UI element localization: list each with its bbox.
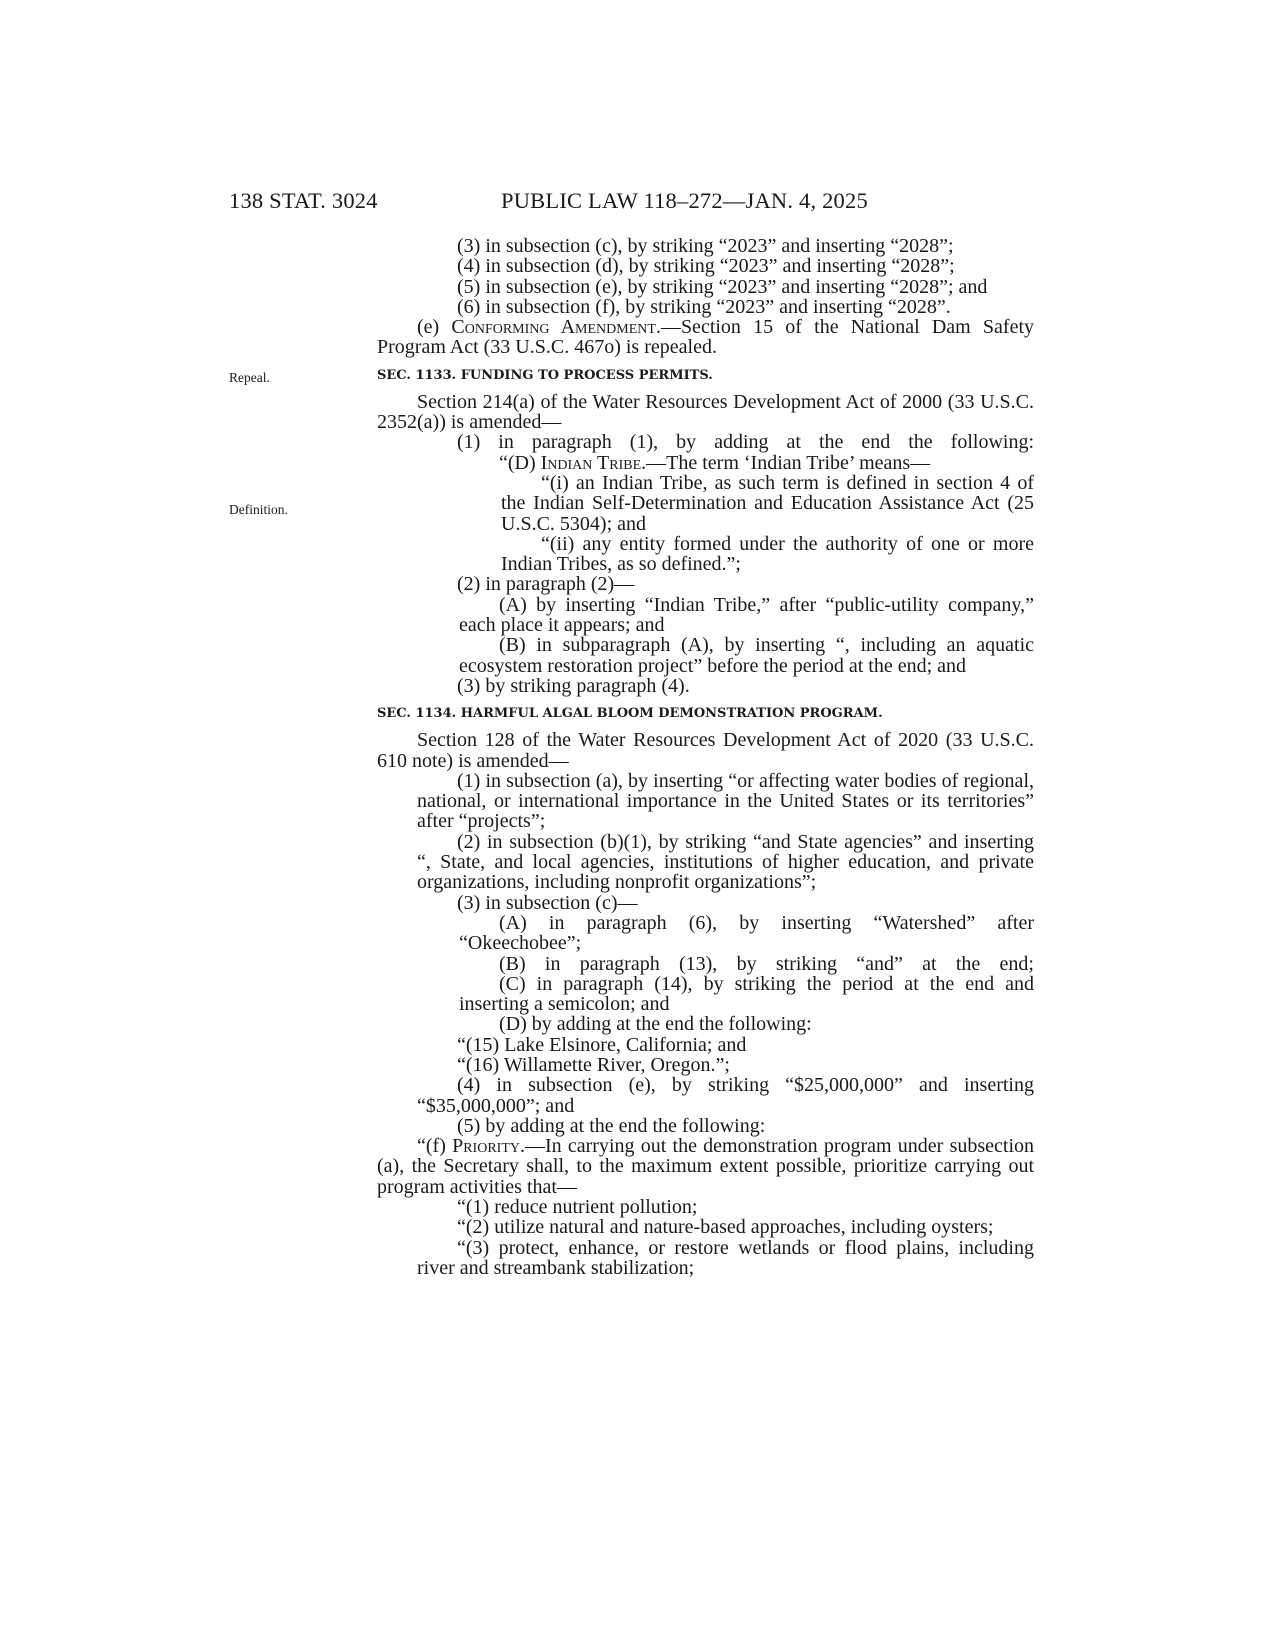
paragraph: (4) in subsection (d), by striking “2023” and inserting “2028”; — [457, 255, 955, 278]
paragraph: (A) by inserting “Indian Tribe,” after “public-utility company,” each place it appears; and — [459, 593, 1034, 637]
section-heading: SEC. 1133. FUNDING TO PROCESS PERMITS. — [377, 367, 713, 383]
paragraph: “(15) Lake Elsinore, California; and — [457, 1033, 747, 1056]
margin-note-definition: Definition. — [229, 502, 288, 517]
paragraph: (3) in subsection (c)— — [457, 891, 638, 914]
paragraph: “(1) reduce nutrient pollution; — [457, 1196, 698, 1219]
margin-note-repeal: Repeal. — [229, 370, 270, 385]
paragraph: (3) in subsection (c), by striking “2023” and inserting “2028”; — [457, 235, 954, 257]
paragraph: (A) in paragraph (6), by inserting “Watershed” after “Okeechobee”; — [459, 911, 1034, 955]
statute-page-number: 138 STAT. 3024 — [229, 188, 378, 213]
paragraph: “(3) protect, enhance, or restore wetlands or flood plains, including river and streambank stabilization; — [417, 1236, 1034, 1279]
paragraph: (B) in subparagraph (A), by inserting “, including an aquatic ecosystem restoration project” before the period at the end; and — [459, 634, 1034, 677]
paragraph: Section 128 of the Water Resources Development Act of 2020 (33 U.S.C. 610 note) is amended— — [377, 729, 1034, 772]
paragraph: (e) Conforming Amendment.—Section 15 of the National Dam Safety Program Act (33 U.S.C. 467o) is repealed. — [377, 316, 1034, 359]
paragraph: (6) in subsection (f), by striking “2023” and inserting “2028”. — [457, 295, 951, 318]
subsection-heading: Conforming Amendment — [451, 316, 656, 339]
paragraph: “(f) Priority.—In carrying out the demonstration program under subsection (a), the Secretary shall, to the maximum extent possible, prioritize carrying out program activities that— — [377, 1135, 1035, 1198]
paragraph: “(2) utilize natural and nature-based approaches, including oysters; — [457, 1216, 994, 1239]
subsection-heading: Priority — [452, 1135, 520, 1158]
paragraph: (D) by adding at the end the following: — [499, 1013, 812, 1036]
public-law-title: PUBLIC LAW 118–272—JAN. 4, 2025 — [501, 188, 868, 213]
paragraph: (5) by adding at the end the following: — [457, 1114, 766, 1137]
paragraph: “(D) Indian Tribe.—The term ‘Indian Tribe’ means— — [499, 451, 931, 474]
document-body — [377, 236, 1034, 1278]
paragraph: “(i) an Indian Tribe, as such term is defined in section 4 of the Indian Self-Determination and Education Assistance Act (25 U.S.C. 5304); and — [501, 471, 1034, 535]
paragraph: (4) in subsection (e), by striking “$25,000,000” and inserting “$35,000,000”; and — [417, 1074, 1034, 1117]
paragraph: (2) in paragraph (2)— — [457, 573, 635, 596]
page-header — [0, 188, 1275, 218]
paragraph: (1) in subsection (a), by inserting “or affecting water bodies of regional, national, or international importance in the United States or its territories” after “projects”; — [417, 769, 1034, 833]
paragraph: Section 214(a) of the Water Resources Development Act of 2000 (33 U.S.C. 2352(a)) is amended— — [377, 390, 1034, 434]
paragraph: “(ii) any entity formed under the authority of one or more Indian Tribes, as so defined.”; — [501, 532, 1034, 576]
paragraph: (1) in paragraph (1), by adding at the end the following: — [457, 431, 1034, 454]
section-heading: SEC. 1134. HARMFUL ALGAL BLOOM DEMONSTRATION PROGRAM. — [377, 706, 883, 722]
paragraph: (3) by striking paragraph (4). — [457, 674, 690, 697]
paragraph: (C) in paragraph (14), by striking the period at the end and inserting a semicolon; and — [459, 972, 1034, 1016]
paragraph: (5) in subsection (e), by striking “2023” and inserting “2028”; and — [457, 275, 988, 298]
paragraph: (B) in paragraph (13), by striking “and” at the end; — [499, 952, 1034, 975]
paragraph: (2) in subsection (b)(1), by striking “and State agencies” and inserting “, State, and local agencies, institutions of higher education, and private organizations, including nonprofit organizations”; — [417, 830, 1034, 894]
paragraph: “(16) Willamette River, Oregon.”; — [457, 1053, 730, 1076]
defined-term-heading: Indian Tribe — [540, 451, 642, 474]
